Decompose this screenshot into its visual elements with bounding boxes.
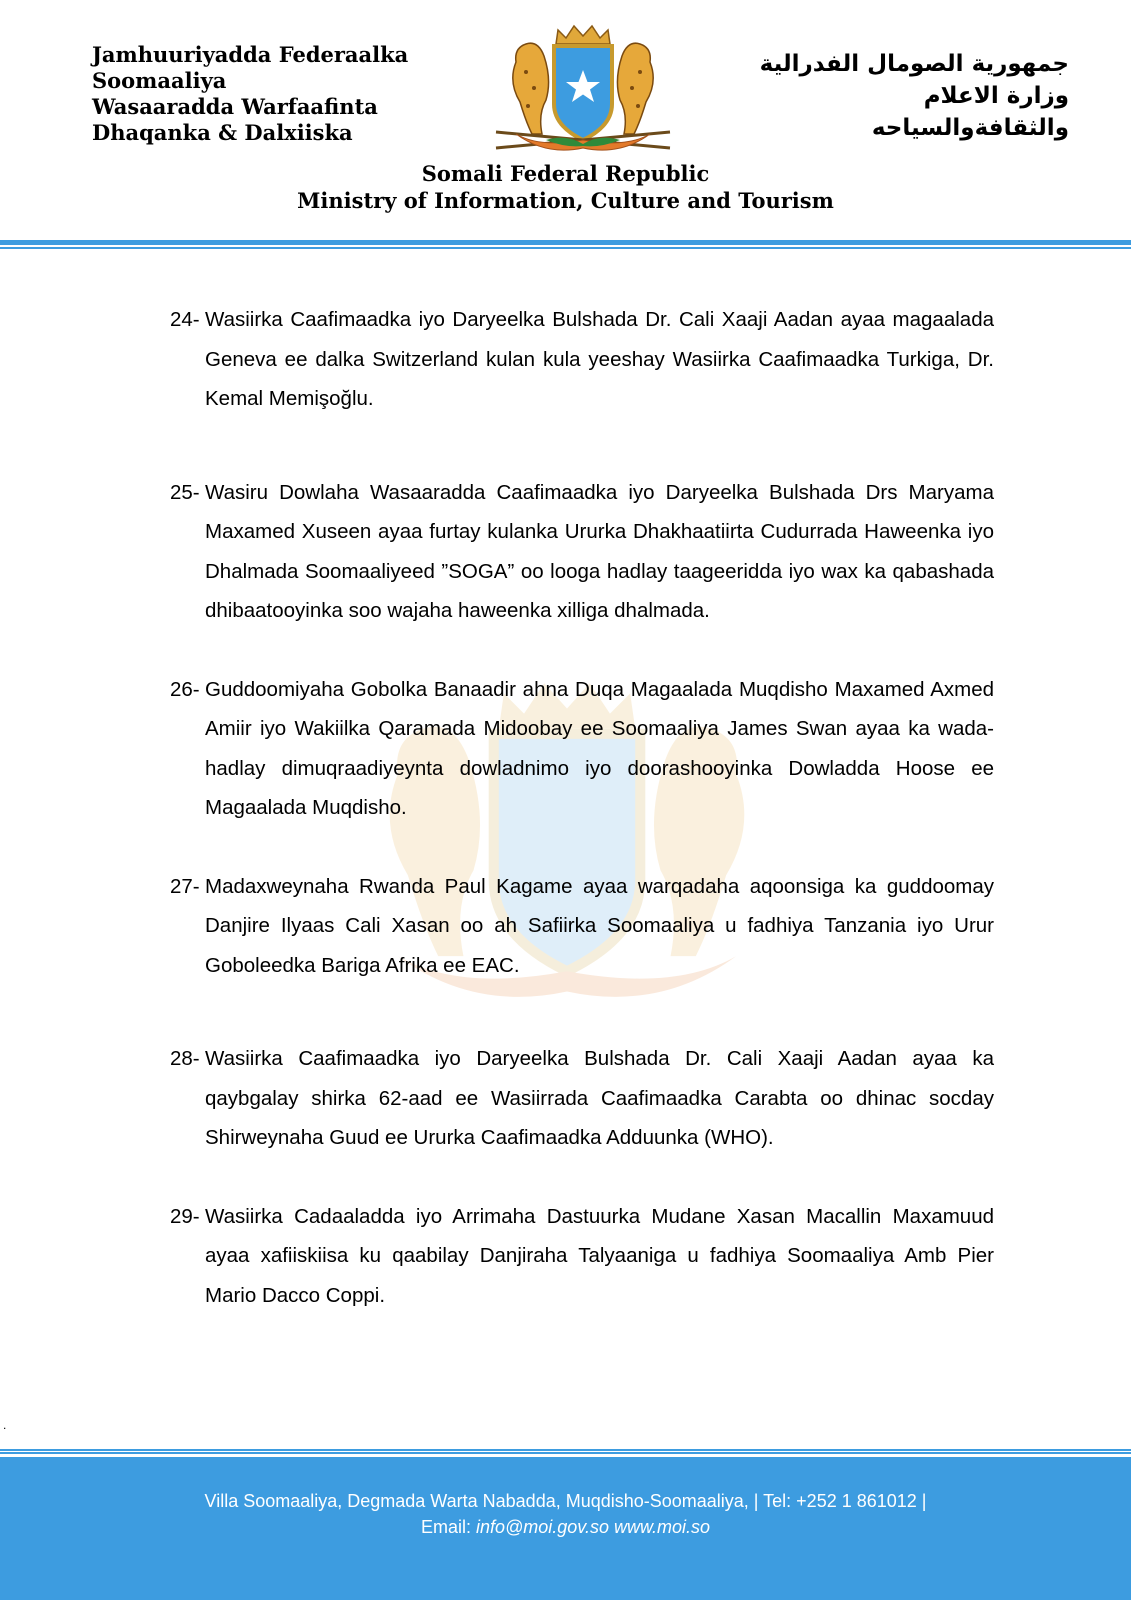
news-list — [170, 300, 994, 1315]
letterhead-title: Somali Federal Republic — [421, 161, 710, 186]
news-item — [170, 1039, 994, 1158]
letterhead-left-line: Dhaqanka & Dalxiiska — [92, 120, 353, 145]
item-number: 26- — [170, 677, 200, 701]
letterhead-right-line: وزارة الاعلام — [923, 83, 1069, 109]
item-text: Wasiirka Caafimaadka iyo Daryeelka Bulshada Dr. Cali Xaaji Aadan ayaa ka qaybgalay shirka 62-aad ee Wasiirrada Caafimaadka Carabta oo dhinac socday Shirweynaha Guud ee Ururka Caafimaadka Adduunka (WHO). — [205, 1047, 994, 1149]
item-text: Wasiru Dowlaha Wasaaradda Caafimaadka iyo Daryeelka Bulshada Drs Maryama Maxamed Xuseen ayaa furtay kulanka Ururka Dhakhaatiirta Cudurrada Haweenka iyo Dhalmada Soomaaliyeed ”SOGA” oo looga hadlay taageeridda iyo wax ka qabashada dhibaatooyinka soo wajaha haweenka xilliga dhalmada. — [205, 480, 994, 622]
news-item — [170, 867, 994, 986]
letterhead-arabic-name — [760, 48, 1069, 144]
item-number: 25- — [170, 480, 200, 504]
letterhead-english-name — [0, 160, 1131, 214]
letterhead-subtitle: Ministry of Information, Culture and Tourism — [297, 188, 834, 213]
item-number: 24- — [170, 308, 200, 331]
margin-mark: . — [3, 1418, 7, 1432]
footer — [0, 1457, 1131, 1600]
footer-email-link[interactable]: info@moi.gov.so — [475, 1517, 609, 1537]
item-text: Guddoomiyaha Gobolka Banaadir ahna Duqa Magaalada Muqdisho Maxamed Axmed Amiir iyo Wakiilka Qaramada Midoobay ee Soomaaliya James Swan ayaa ka wada-hadlay dimuqraadiyeynta dowladnimo iyo doorashooyinka Dowladda Hoose ee Magaalada Muqdisho. — [205, 677, 994, 819]
footer-rule — [0, 1452, 1131, 1454]
news-item — [170, 670, 994, 828]
letterhead — [0, 0, 1131, 250]
footer-address: Villa Soomaaliya, Degmada Warta Nabadda, Muqdisho-Soomaaliya, | Tel: +252 1 861012 | — [204, 1491, 927, 1511]
footer-website-link[interactable]: www.moi.so — [614, 1517, 711, 1537]
letterhead-right-line: والثقافةوالسياحه — [871, 115, 1069, 141]
item-number: 28- — [170, 1047, 200, 1070]
header-rule-thin — [0, 247, 1131, 249]
news-item — [170, 473, 994, 631]
item-text: Madaxweynaha Rwanda Paul Kagame ayaa warqadaha aqoonsiga ka guddoomay Danjire Ilyaas Cali Xasan oo ah Safiirka Soomaaliya u fadhiya Tanzania iyo Urur Goboleedka Bariga Afrika ee EAC. — [205, 874, 994, 977]
item-number: 29- — [170, 1204, 200, 1228]
letterhead-left-line: Jamhuuriyadda Federaalka — [92, 42, 409, 67]
letterhead-left-line: Wasaaradda Warfaafinta — [92, 94, 378, 119]
item-number: 27- — [170, 874, 200, 898]
news-item — [170, 1197, 994, 1316]
footer-contact — [0, 1514, 1131, 1540]
coat-of-arms-emblem — [486, 22, 680, 162]
item-text: Wasiirka Cadaaladda iyo Arrimaha Dastuurka Mudane Xasan Macallin Maxamuud ayaa xafiiskiisa ku qaabilay Danjiraha Talyaaniga u fadhiya Soomaaliya Amb Pier Mario Dacco Coppi. — [205, 1204, 994, 1307]
letterhead-right-line: جمهورية الصومال الفدرالية — [759, 51, 1069, 77]
footer-rule-thin — [0, 1449, 1131, 1451]
letterhead-somali-name — [92, 42, 408, 146]
header-rule-thick — [0, 240, 1131, 245]
news-item — [170, 300, 994, 419]
footer-email-label: Email: — [420, 1517, 471, 1537]
item-text: Wasiirka Caafimaadka iyo Daryeelka Bulshada Dr. Cali Xaaji Aadan ayaa magaalada Geneva ee dalka Switzerland kulan kula yeeshay Wasiirka Caafimaadka Turkiga, Dr. Kemal Memişoğlu. — [205, 308, 994, 410]
letterhead-left-line: Soomaaliya — [92, 68, 227, 93]
